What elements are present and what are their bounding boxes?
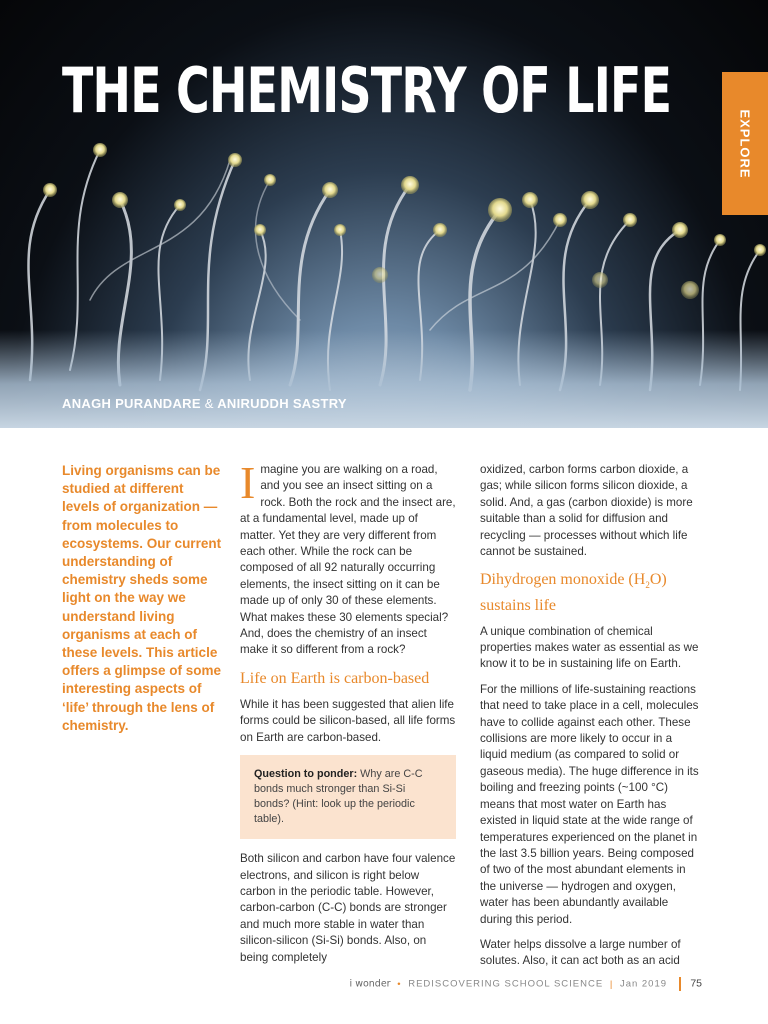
section-tab-label: EXPLORE [737, 109, 753, 179]
hero-image [0, 0, 768, 428]
article-column-1 [240, 457, 456, 975]
paragraph: While it has been suggested that alien life forms could be silicon-based, all life forms on Earth are carbon-based. [240, 697, 456, 744]
article-title: THE CHEMISTRY OF LIFE [62, 54, 672, 127]
paragraph: Both silicon and carbon have four valence electrons, and silicon is right below carbon in the periodic table. However, carbon-carbon (C-C) bonds are stronger and much more stable in water than silicon-silicon (Si-Si) bonds. Also, on being completely [240, 852, 456, 964]
section-heading-water [480, 570, 702, 614]
opening-paragraph [240, 457, 456, 659]
paragraph: For the millions of life-sustaining reactions that need to take place in a cell, molecules have to collide against each other. These collisions are more likely to occur in a liquid medium (as compared to solid or gaseous media). The huge difference in its boiling and freezing points (~100 °C) means that most water on Earth has existed in liquid state at the wide range of temperatures experienced on the planet in the last 3.5 billion years. Being composed of two of the most abundant elements in the universe — hydrogen and oxygen, water has been abundantly available during this period. [480, 682, 699, 926]
page-number: 75 [690, 977, 702, 990]
section-tab [722, 72, 768, 215]
footer-divider [679, 977, 681, 991]
paragraph: oxidized, carbon forms carbon dioxide, a gas; while silicon forms silicon dioxide, a solid. And, a gas (carbon dioxide) is more suitable than a solid for diffusion and recycling — processes without which life cannot be sustained. [480, 463, 693, 559]
article-column-2 [480, 462, 702, 979]
author-name: ANIRUDDH SASTRY [217, 396, 347, 411]
page-footer [350, 977, 702, 991]
footer-separator: | [609, 978, 614, 990]
heading-part: O) sustains life [480, 571, 667, 614]
subscript: 2 [645, 580, 650, 591]
author-line [62, 396, 347, 411]
intro-column [62, 462, 222, 735]
drop-cap: I [240, 457, 256, 508]
question-text: Why are C-C bonds much stronger than Si-Si bonds? (Hint: look up the periodic table). [254, 768, 423, 826]
opening-paragraph-text: magine you are walking on a road, and you see an insect sitting on a rock. Both the rock and the insect are, at a fundamental level, made up of matter. Yet they are very different from each other. While the rock can be composed of all 92 naturally occurring elements, the insect sitting on it can be made up of only 30 of these elements. What makes these 30 elements special? And, does the chemistry of an insect make it so different from a rock? [240, 463, 456, 657]
question-label: Question to ponder: [254, 768, 358, 781]
magazine-tagline: REDISCOVERING SCHOOL SCIENCE [408, 978, 604, 990]
paragraph: Water helps dissolve a large number of solutes. Also, it can act both as an acid [480, 937, 681, 968]
intro-text: Living organisms can be studied at different levels of organization — from molecules to ecosystems. Our current understanding of chemistry sheds some light on the way we understand living organisms at each of these levels. This article offers a glimpse of some interesting aspects of ‘life’ through the lens of chemistry. [62, 463, 222, 733]
section-heading-carbon: Life on Earth is carbon-based [240, 669, 430, 687]
author-separator: & [204, 396, 214, 411]
footer-separator: • [397, 978, 402, 990]
author-name: ANAGH PURANDARE [62, 396, 201, 411]
paragraph: A unique combination of chemical properties makes water as essential as we know it to be in sustaining life on Earth. [480, 624, 699, 671]
issue-date: Jan 2019 [619, 978, 668, 990]
magazine-brand: i wonder [349, 978, 391, 990]
heading-part: Dihydrogen monoxide (H [480, 571, 646, 589]
question-box [240, 755, 456, 839]
